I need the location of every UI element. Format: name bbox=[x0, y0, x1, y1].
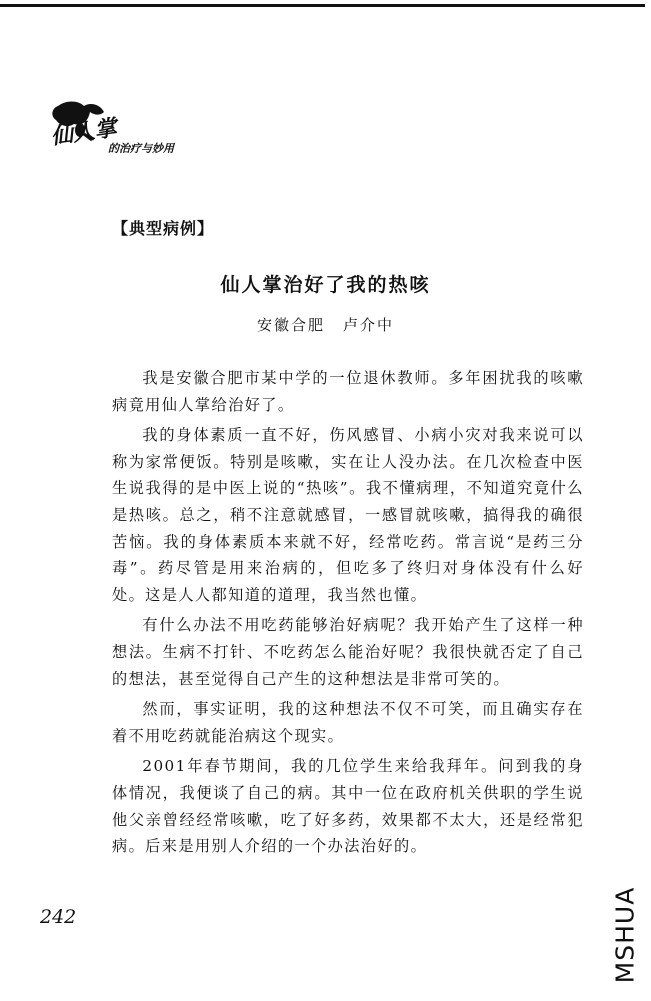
top-rule bbox=[0, 4, 645, 7]
section-label: 【典型病例】 bbox=[112, 219, 215, 238]
author-name: 卢介中 bbox=[343, 316, 395, 334]
body-paragraph: 然而，事实证明，我的这种想法不仅不可笑，而且确实存在着不用吃药就能治病这个现实。 bbox=[112, 700, 584, 745]
byline bbox=[0, 314, 651, 335]
logo-main-text: 仙人掌 bbox=[49, 115, 119, 150]
cactus-logo-icon bbox=[44, 100, 224, 170]
body-paragraph: 我是安徽合肥市某中学的一位退休教师。多年困扰我的咳嗽病竟用仙人掌给治好了。 bbox=[112, 369, 584, 414]
article-body bbox=[112, 365, 584, 864]
logo-sub-text: 的治疗与妙用 bbox=[108, 142, 174, 155]
author-place: 安徽合肥 bbox=[256, 316, 325, 334]
body-paragraph: 2001年春节期间，我的几位学生来给我拜年。问到我的身体情况，我便谈了自己的病。其中一位在政府机关供职的学生说他父亲曾经经常咳嗽，吃了好多药，效果都不太大，还是经常犯病。后来是用别人介绍的一个办法治好的。 bbox=[112, 757, 584, 856]
article-title: 仙人掌治好了我的热咳 bbox=[220, 274, 431, 296]
page-number: 242 bbox=[40, 906, 77, 928]
body-paragraph: 我的身体素质一直不好，伤风感冒、小病小灾对我来说可以称为家常便饭。特别是咳嗽，实在让人没办法。在几次检查中医生说我得的是中医上说的“热咳”。我不懂病理，不知道究竟什么是热咳。总之，稍不注意就感冒，一感冒就咳嗽，搞得我的确很苦恼。我的身体素质本来就不好，经常吃药。常言说“是药三分毒”。药尽管是用来治病的，但吃多了终归对身体没有什么好处。这是人人都知道的道理，我当然也懂。 bbox=[112, 426, 584, 604]
book-logo bbox=[44, 100, 224, 170]
body-paragraph: 有什么办法不用吃药能够治好病呢？我开始产生了这样一种想法。生病不打针、不吃药怎么能治好呢？我很快就否定了自己的想法，甚至觉得自己产生的这种想法是非常可笑的。 bbox=[112, 616, 584, 688]
watermark-text: MSHUA bbox=[610, 886, 640, 984]
watermark bbox=[610, 880, 640, 990]
